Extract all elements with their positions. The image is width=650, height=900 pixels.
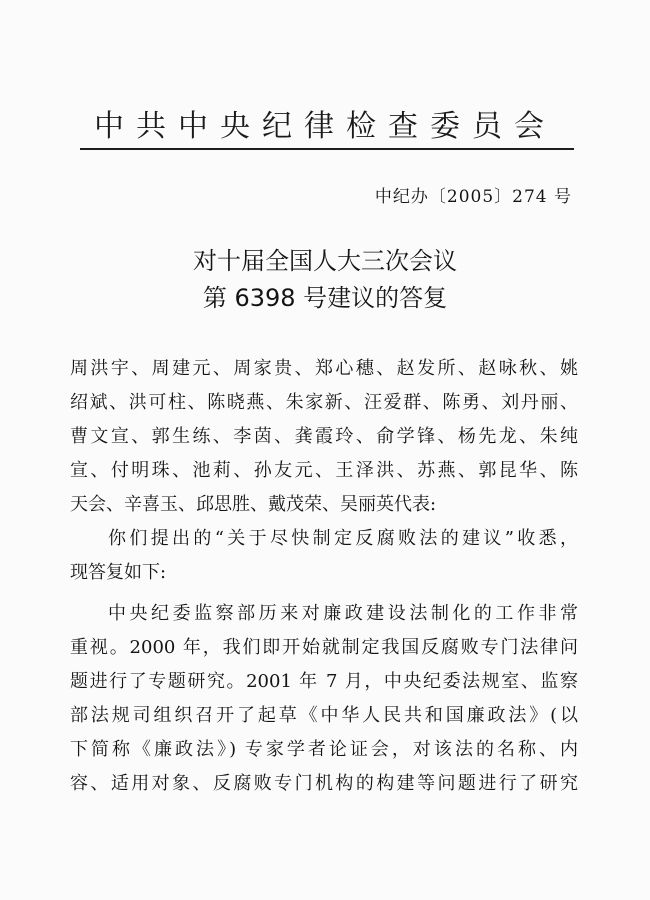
document-body bbox=[70, 352, 578, 801]
addressee-line: 绍斌、洪可柱、陈晓燕、朱家新、汪爱群、陈勇、刘丹丽、 bbox=[70, 392, 578, 413]
letterhead-org-name: 中共中央纪律检查委员会 bbox=[94, 109, 556, 144]
addressee-line: 曹文宣、郭生练、李茵、龚霞玲、俞学锋、杨先龙、朱纯 bbox=[70, 426, 578, 447]
addressee-line: 周洪宇、周建元、周家贵、郑心穗、赵发所、赵咏秋、姚 bbox=[70, 358, 578, 379]
document-title bbox=[0, 243, 650, 317]
paragraph-line: 部法规司组织召开了起草《中华人民共和国廉政法》(以 bbox=[70, 705, 578, 726]
paragraph-line: 现答复如下: bbox=[70, 562, 167, 583]
title-line: 对十届全国人大三次会议 bbox=[193, 247, 457, 275]
paragraph-line: 中央纪委监察部历来对廉政建设法制化的工作非常 bbox=[108, 603, 578, 624]
document-number: 中纪办〔2005〕274 号 bbox=[374, 187, 572, 207]
paragraph-line: 重视。2000 年，我们即开始就制定我国反腐败专门法律问 bbox=[70, 637, 578, 658]
addressee-line: 宣、付明珠、池莉、孙友元、王泽洪、苏燕、郭昆华、陈 bbox=[70, 460, 578, 481]
paragraph-line: 你们提出的“关于尽快制定反腐败法的建议”收悉， bbox=[108, 528, 578, 549]
paragraph-line: 容、适用对象、反腐败专门机构的构建等问题进行了研究 bbox=[70, 773, 578, 794]
paragraph-line: 下简称《廉政法》) 专家学者论证会，对该法的名称、内 bbox=[70, 739, 578, 760]
letterhead-rule bbox=[80, 148, 574, 150]
title-line: 第 6398 号建议的答复 bbox=[202, 284, 448, 312]
addressee-line: 天会、辛喜玉、邱思胜、戴茂荣、吴丽英代表: bbox=[70, 494, 437, 515]
paragraph-line: 题进行了专题研究。2001 年 7 月，中央纪委法规室、监察 bbox=[70, 671, 578, 692]
